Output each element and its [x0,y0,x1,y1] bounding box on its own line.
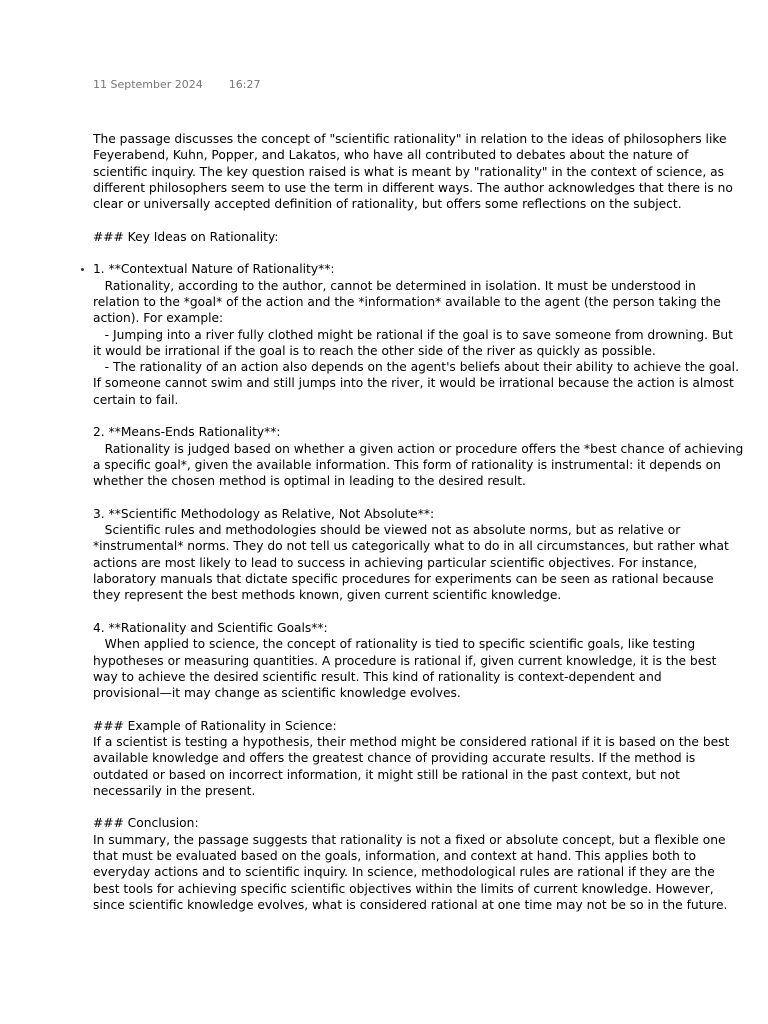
note-text-line: ### Example of Rationality in Science: [93,718,337,733]
note-body[interactable] [93,131,744,913]
note-text-line: In summary, the passage suggests that rationality is not a fixed or absolute concept, but a flexible one [93,832,726,847]
note-text-line: necessarily in the present. [93,783,256,798]
note-text-line: certain to fail. [93,392,179,407]
note-text-line: scientific inquiry. The key question raised is what is meant by "rationality" in the context of science, as [93,164,725,179]
note-date: 11 September 2024 [93,78,203,91]
note-text-line: Scientific rules and methodologies should be viewed not as absolute norms, but as relative or [93,523,681,538]
note-text-line: available knowledge and offers the greatest chance of providing accurate results. If the method is [93,751,696,766]
note-text-line: it would be irrational if the goal is to reach the other side of the river as quickly as possible. [93,343,656,358]
note-text-line: 2. **Means-Ends Rationality**: [93,425,281,440]
blank-line [93,212,713,228]
note-text-line: - The rationality of an action also depends on the agent's beliefs about their ability to achieve the goal. [93,360,739,375]
blank-line [93,604,713,620]
note-text-line: relation to the *goal* of the action and the *information* available to the agent (the person taking the [93,294,721,309]
note-text-line: that must be evaluated based on the goals, information, and context at hand. This applies both to [93,849,697,864]
note-text-line: they represent the best methods known, given current scientific knowledge. [93,588,562,603]
note-text-line: Feyerabend, Kuhn, Popper, and Lakatos, who have all contributed to debates about the nature of [93,148,689,163]
note-text-line: 4. **Rationality and Scientific Goals**: [93,620,328,635]
blank-line [93,799,713,815]
note-text-line: different philosophers seem to use the term in different ways. The author acknowledges that there is no [93,180,733,195]
note-text-line: If a scientist is testing a hypothesis, their method might be considered rational if it is based on the best [93,734,730,749]
note-text-line: - Jumping into a river fully clothed might be rational if the goal is to save someone from drowning. But [93,327,733,342]
note-text-line: laboratory manuals that dictate specific procedures for experiments can be seen as rational because [93,572,714,587]
note-text-line: way to achieve the desired scientific result. This kind of rationality is context-dependent and [93,669,662,684]
note-text-line: Rationality is judged based on whether a given action or procedure offers the *best chance of achieving [93,441,744,456]
note-text-line: 1. **Contextual Nature of Rationality**: [93,262,335,277]
note-text-line: *instrumental* norms. They do not tell us categorically what to do in all circumstances, but rather what [93,539,729,554]
note-text-line: 3. **Scientific Methodology as Relative, Not Absolute**: [93,506,435,521]
blank-line [93,245,713,261]
note-text-line: ### Key Ideas on Rationality: [93,229,279,244]
note-text-line: When applied to science, the concept of rationality is tied to specific scientific goals, like testing [93,637,696,652]
note-text-line: since scientific knowledge evolves, what is considered rational at one time may not be so in the future. [93,897,728,912]
note-text-line: Rationality, according to the author, cannot be determined in isolation. It must be understood in [93,278,696,293]
blank-line [93,701,713,717]
note-text-line: ### Conclusion: [93,816,199,831]
note-text-line: provisional—it may change as scientific knowledge evolves. [93,686,461,701]
note-text-line: whether the chosen method is optimal in leading to the desired result. [93,474,526,489]
note-text-line: best tools for achieving specific scientific objectives within the limits of current knowledge. However, [93,881,714,896]
blank-line [93,490,713,506]
note-text-line: If someone cannot swim and still jumps into the river, it would be irrational because the action is almost [93,376,734,391]
note-text-line: outdated or based on incorrect information, it might still be rational in the past context, but not [93,767,680,782]
note-text-line: hypotheses or measuring quantities. A procedure is rational if, given current knowledge, it is the best [93,653,717,668]
note-text-line: clear or universally accepted definition of rationality, but offers some reflections on the subject. [93,197,682,212]
note-text-line: The passage discusses the concept of "scientific rationality" in relation to the ideas of philosophers like [93,132,727,146]
note-text-line: action). For example: [93,311,224,326]
note-text-line: a specific goal*, given the available information. This form of rationality is instrumental: it depends on [93,457,721,472]
cursor-dot [81,268,84,271]
note-text-line: everyday actions and to scientific inquiry. In science, methodological rules are rational if they are the [93,865,715,880]
note-text-line: actions are most likely to lead to success in achieving particular scientific objectives. For instance, [93,555,698,570]
blank-line [93,408,713,424]
note-time: 16:27 [228,78,261,91]
note-timestamp [93,78,261,91]
